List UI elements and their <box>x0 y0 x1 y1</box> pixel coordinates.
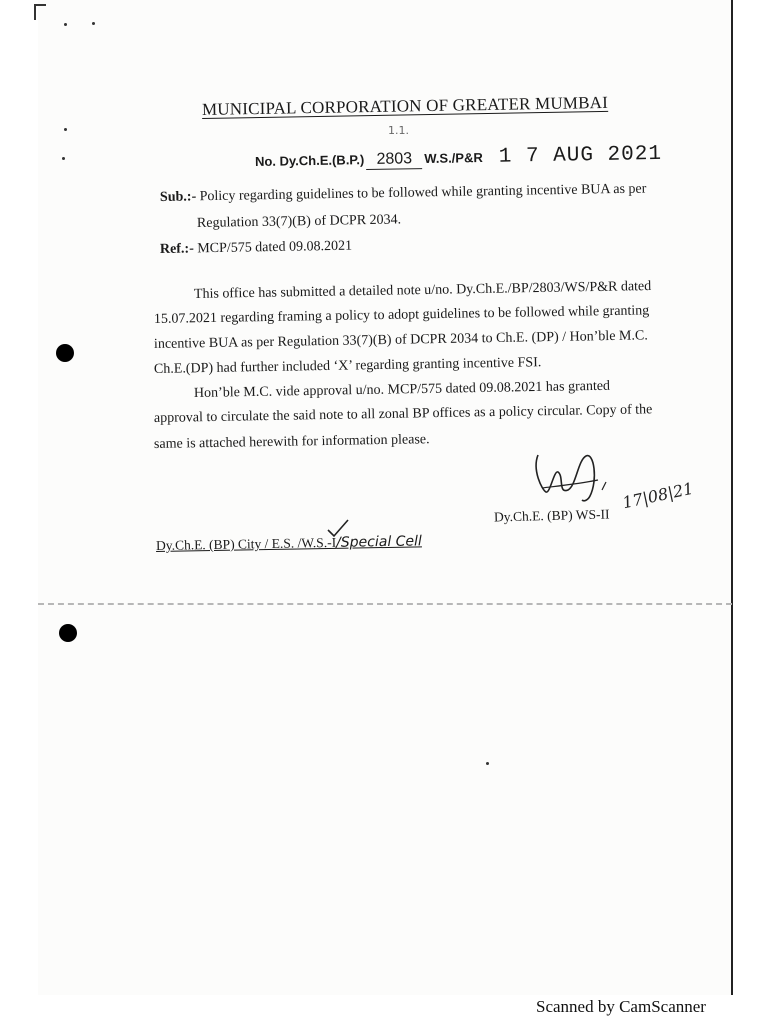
scan-speck <box>64 128 67 131</box>
reference-label: Ref.:- <box>159 241 194 257</box>
page-title: MUNICIPAL CORPORATION OF GREATER MUMBAI <box>201 92 609 119</box>
corner-mark <box>34 4 46 20</box>
date-stamp: 1 7 AUG 2021 <box>498 142 663 169</box>
signatory-designation: Dy.Ch.E. (BP) WS-II <box>493 506 610 525</box>
ref-suffix: W.S./P&R <box>424 150 483 167</box>
punch-hole <box>56 344 74 362</box>
signature-icon <box>528 450 618 510</box>
page-edge <box>731 0 733 995</box>
subject-text: Policy regarding guidelines to be followed while granting incentive BUA as per <box>199 181 647 205</box>
paragraph-1-line-2: 15.07.2021 regarding framing a policy to adopt guidelines to be followed while granting <box>153 303 650 327</box>
paragraph-1-line-3: incentive BUA as per Regulation 33(7)(B) of DCPR 2034 to Ch.E. (DP) / Hon’ble M.C. <box>153 328 648 352</box>
subject-label: Sub.:- <box>159 189 197 205</box>
scan-fold-line <box>38 603 732 605</box>
punch-hole <box>59 624 77 642</box>
handwritten-initials: 1.1. <box>388 124 409 137</box>
paragraph-2-line-3: same is attached herewith for information please. <box>153 432 430 452</box>
scan-speck <box>62 157 65 160</box>
ref-number: 2803 <box>366 150 422 170</box>
reference-line <box>160 239 352 258</box>
paragraph-1-line-1: This office has submitted a detailed note u/no. Dy.Ch.E./BP/2803/WS/P&R dated <box>193 279 652 302</box>
subject-line-2: Regulation 33(7)(B) of DCPR 2034. <box>196 212 402 231</box>
handwritten-date: 17|08|21 <box>620 478 696 513</box>
scan-speck <box>486 762 489 765</box>
paragraph-2-line-2: approval to circulate the said note to all zonal BP offices as a policy circular. Copy of the <box>153 402 653 426</box>
scanner-watermark: Scanned by CamScanner <box>536 997 706 1016</box>
copy-to-printed: Dy.Ch.E. (BP) City / E.S. /W.S.-I <box>155 534 337 553</box>
copy-to-handwritten: /Special Cell <box>335 533 423 551</box>
scan-speck <box>64 23 67 26</box>
ref-prefix: No. Dy.Ch.E.(B.P.) <box>254 152 365 169</box>
paragraph-1-line-4: Ch.E.(DP) had further included ‘X’ regarding granting incentive FSI. <box>153 355 542 377</box>
scan-speck <box>92 22 95 25</box>
paragraph-2-line-1: Hon’ble M.C. vide approval u/no. MCP/575 dated 09.08.2021 has granted <box>193 378 611 401</box>
reference-text: MCP/575 dated 09.08.2021 <box>197 238 353 257</box>
